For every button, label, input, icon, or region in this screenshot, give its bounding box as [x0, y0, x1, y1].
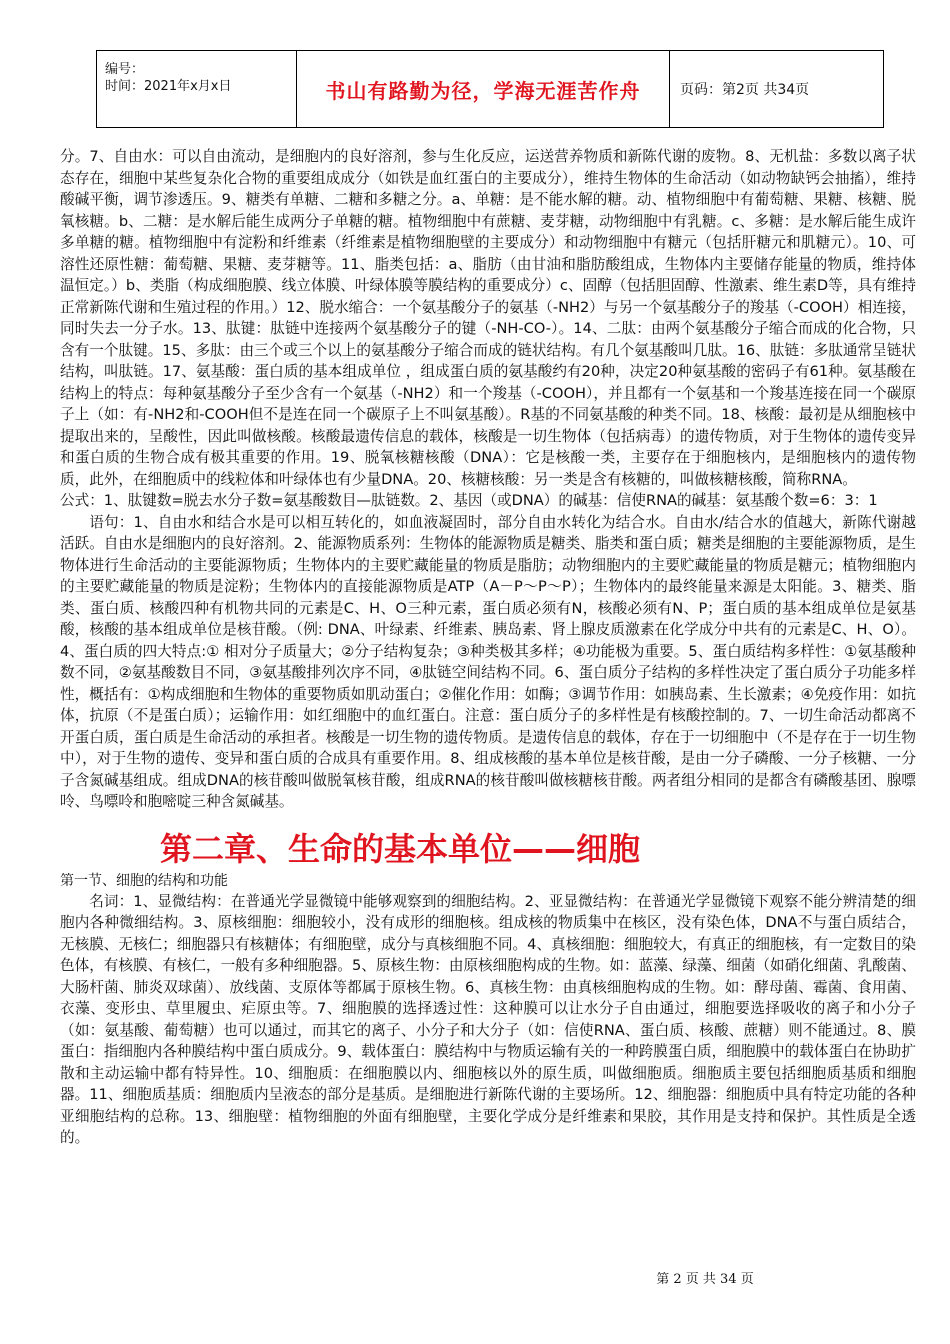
paragraph-statements: 语句：1、自由水和结合水是可以相互转化的，如血液凝固时，部分自由水转化为结合水。自由水/结合水的值越大，新陈代谢越活跃。自由水是细胞内的良好溶剂。2、能源物质系列：生物体的能源物质是糖类、脂类和蛋白质；糖类是细胞的主要能源物质，是生物体进行生命活动的主要能源物质；生物体内的主要贮藏能量的物质是脂肪；动物细胞内的主要贮藏能量的物质是糖元；植物细胞内的主要贮藏能量的物质是淀粉；生物体内的直接能源物质是ATP（A－P～P～P）；生物体内的最终能量来源是太阳能。3、糖类、脂类、蛋白质、核酸四种有机物共同的元素是C、H、O三种元素，蛋白质必须有N，核酸必须有N、P；蛋白质的基本组成单位是氨基酸，核酸的基本组成单位是核苷酸。（例: DNA、叶绿素、纤维素、胰岛素、肾上腺皮质激素在化学成分中共有的元素是C、H、O）。4、蛋白质的四大特点:① 相对分子质量大；②分子结构复杂；③种类极其多样；④功能极为重要。5、蛋白质结构多样性：①氨基酸种数不同，②氨基酸数目不同，③氨基酸排列次序不同，④肽链空间结构不同。6、蛋白质分子结构的多样性决定了蛋白质分子功能多样性，概括有：①构成细胞和生物体的重要物质如肌动蛋白；②催化作用：如酶；③调节作用：如胰岛素、生长激素；④免疫作用：如抗体，抗原（不是蛋白质）；运输作用：如红细胞中的血红蛋白。注意：蛋白质分子的多样性是有核酸控制的。7、一切生命活动都离不开蛋白质，蛋白质是生命活动的承担者。核酸是一切生物的遗传物质。是遗传信息的载体，存在于一切细胞中（不是存在于一切生物中），对于生物的遗传、变异和蛋白质的合成具有重要作用。8、组成核酸的基本单位是核苷酸，是由一分子磷酸、一分子核糖、一分子含氮碱基组成。组成DNA的核苷酸叫做脱氧核苷酸，组成RNA的核苷酸叫做核糖核苷酸。两者组分相同的是都含有磷酸基团、腺嘌呤、鸟嘌呤和胞嘧啶三种含氮碱基。 [60, 513, 916, 810]
paragraph-formulas: 公式：1、肽键数=脱去水分子数=氨基酸数目—肽链数。2、基因（或DNA）的碱基：信使RNA的碱基：氨基酸个数=6：3：1 [60, 492, 878, 509]
paragraph-definitions: 分。7、自由水：可以自由流动，是细胞内的良好溶剂，参与生化反应，运送营养物质和新陈代谢的废物。8、无机盐：多数以离子状态存在，细胞中某些复杂化合物的重要组成成分（如铁是血红蛋白的主要成分），维持生物体的生命活动（如动物缺钙会抽搐），维持酸碱平衡，调节渗透压。9、糖类有单糖、二糖和多糖之分。a、单糖：是不能水解的糖。动、植物细胞中有葡萄糖、果糖、核糖、脱氧核糖。b、二糖：是水解后能生成两分子单糖的糖。植物细胞中有蔗糖、麦芽糖，动物细胞中有乳糖。c、多糖：是水解后能生成许多单糖的糖。植物细胞中有淀粉和纤维素（纤维素是植物细胞壁的主要成分）和动物细胞中有糖元（包括肝糖元和肌糖元）。10、可溶性还原性糖：葡萄糖、果糖、麦芽糖等。11、脂类包括：a、脂肪（由甘油和脂肪酸组成，生物体内主要储存能量的物质，维持体温恒定。）b、类脂（构成细胞膜、线立体膜、叶绿体膜等膜结构的重要成分）c、固醇（包括胆固醇、性激素、维生素D等，具有维持正常新陈代谢和生殖过程的作用。）12、脱水缩合：一个氨基酸分子的氨基（-NH2）与另一个氨基酸分子的羧基（-COOH）相连接，同时失去一分子水。13、肽键：肽链中连接两个氨基酸分子的键（-NH-CO-）。14、二肽：由两个氨基酸分子缩合而成的化合物，只含有一个肽键。15、多肽：由三个或三个以上的氨基酸分子缩合而成的链状结构。有几个氨基酸叫几肽。16、肽链：多肽通常呈链状结构，叫肽链。17、氨基酸：蛋白质的基本组成单位 ，组成蛋白质的氨基酸约有20种，决定20种氨基酸的密码子有61种。氨基酸在结构上的特点：每种氨基酸分子至少含有一个氨基（-NH2）和一个羧基（-COOH），并且都有一个氨基和一个羧基连接在同一个碳原子上（如：有-NH2和-COOH但不是连在同一个碳原子上不叫氨基酸）。R基的不同氨基酸的种类不同。18、核酸：最初是从细胞核中提取出来的，呈酸性，因此叫做核酸。核酸最遗传信息的载体，核酸是一切生物体（包括病毒）的遗传物质，对于生物体的遗传变异和蛋白质的生物合成有极其重要的作用。19、脱氧核糖核酸（DNA）：它是核酸一类，主要存在于细胞核内，是细胞核内的遗传物质，此外，在细胞质中的线粒体和叶绿体也有少量DNA。20、核糖核酸：另一类是含有核糖的，叫做核糖核酸，简称RNA。 [60, 148, 916, 488]
time-label: 时间：2021年x月x日 [105, 79, 232, 94]
page-footer [0, 1268, 950, 1287]
section-title: 第一节、细胞的结构和功能 [60, 872, 228, 889]
header-motto: 书山有路勤为径，学海无涯苦作舟 [297, 51, 670, 127]
footer-page-number: 第 2 页 共 34 页 [656, 1272, 754, 1287]
document-body [60, 146, 916, 1149]
number-label: 编号： [105, 62, 145, 77]
paragraph-cell-terms: 名词：1、显微结构：在普通光学显微镜中能够观察到的细胞结构。2、亚显微结构：在普通光学显微镜下观察不能分辨清楚的细胞内各种微细结构。3、原核细胞：细胞较小，没有成形的细胞核。组成核的物质集中在核区，没有染色体，DNA不与蛋白质结合，无核膜、无核仁；细胞器只有核糖体；有细胞壁，成分与真核细胞不同。4、真核细胞：细胞较大，有真正的细胞核，有一定数目的染色体，有核膜、有核仁，一般有多种细胞器。5、原核生物：由原核细胞构成的生物。如：蓝藻、绿藻、细菌（如硝化细菌、乳酸菌、大肠杆菌、肺炎双球菌）、放线菌、支原体等都属于原核生物。6、真核生物：由真核细胞构成的生物。如：酵母菌、霉菌、食用菌、衣藻、变形虫、草里履虫、疟原虫等。7、细胞膜的选择透过性：这种膜可以让水分子自由通过，细胞要选择吸收的离子和小分子（如：氨基酸、葡萄糖）也可以通过，而其它的离子、小分子和大分子（如：信使RNA、蛋白质、核酸、蔗糖）则不能通过。8、膜蛋白：指细胞内各种膜结构中蛋白质成分。9、载体蛋白：膜结构中与物质运输有关的一种跨膜蛋白质，细胞膜中的载体蛋白在协助扩散和主动运输中都有特异性。10、细胞质：在细胞膜以内、细胞核以外的原生质，叫做细胞质。细胞质主要包括细胞质基质和细胞器。11、细胞质基质：细胞质内呈液态的部分是基质。是细胞进行新陈代谢的主要场所。12、细胞器：细胞质中具有特定功能的各种亚细胞结构的总称。13、细胞壁：植物细胞的外面有细胞壁，主要化学成分是纤维素和果胶，其作用是支持和保护。其性质是全透的。 [60, 892, 916, 1146]
header-page-info: 页码：第2页 共34页 [680, 82, 810, 98]
page-header [96, 50, 884, 128]
header-meta [97, 51, 297, 127]
chapter-title: 第二章、生命的基本单位——细胞 [160, 829, 641, 868]
